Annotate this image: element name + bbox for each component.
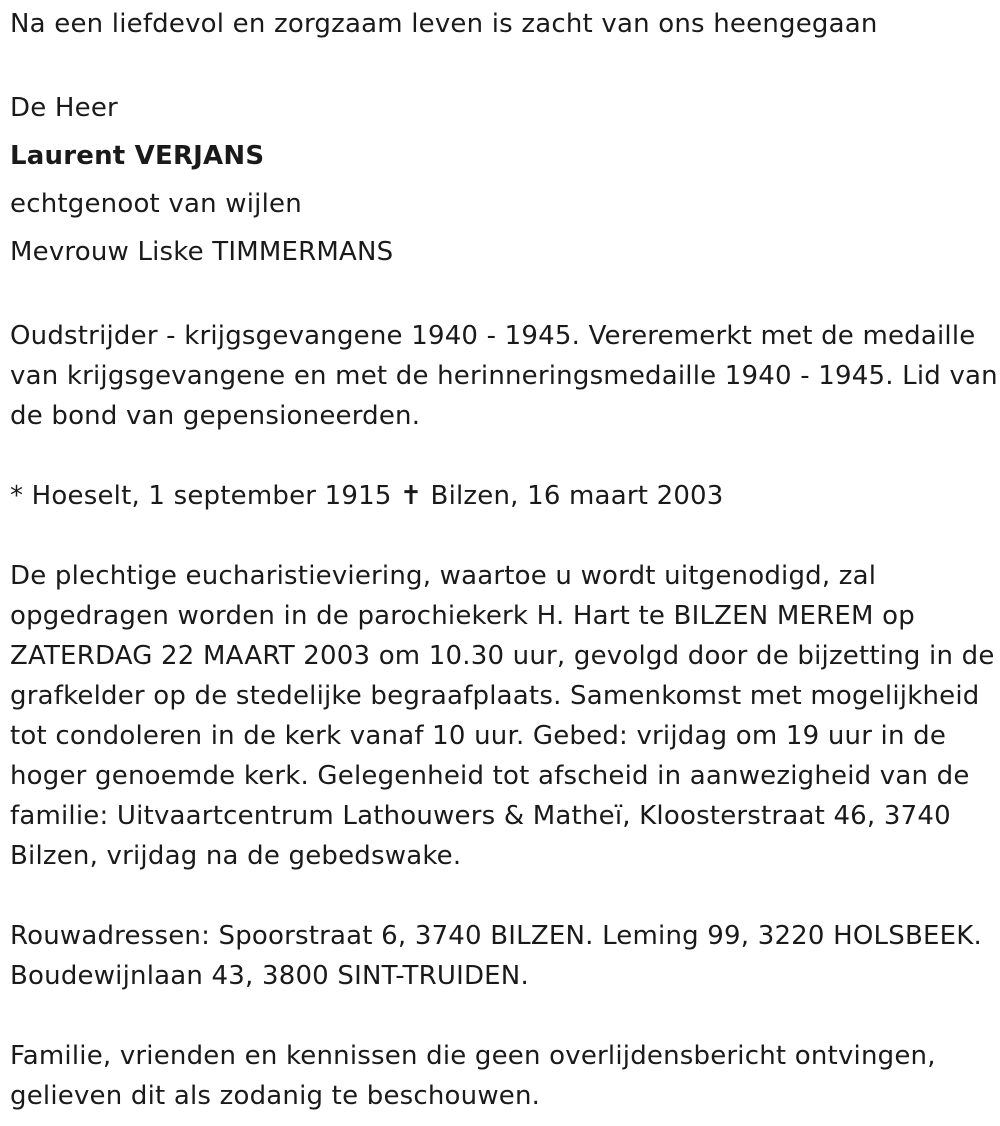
spouse-name: Mevrouw Liske TIMMERMANS (10, 237, 394, 267)
ceremony-line: familie: Uitvaartcentrum Lathouwers & Matheï, Kloosterstraat 46, 3740 (10, 801, 951, 831)
ceremony-line: ZATERDAG 22 MAART 2003 om 10.30 uur, gevolgd door de bijzetting in de (10, 641, 995, 671)
biography-line: de bond van gepensioneerden. (10, 401, 421, 431)
closing-line: gelieven dit als zodanig te beschouwen. (10, 1081, 541, 1111)
ceremony-line: opgedragen worden in de parochiekerk H. Hart te BILZEN MEREM op (10, 601, 915, 631)
biography-paragraph (10, 316, 998, 436)
biography-line: van krijgsgevangene en met de herinneringsmedaille 1940 - 1945. Lid van (10, 361, 998, 391)
spacer (10, 436, 994, 476)
intro-text: Na een liefdevol en zorgzaam leven is zacht van ons heengegaan (10, 9, 878, 39)
ceremony-line: grafkelder op de stedelijke begraafplaats. Samenkomst met mogelijkheid (10, 681, 980, 711)
ceremony-line: hoger genoemde kerk. Gelegenheid tot afscheid in aanwezigheid van de (10, 761, 970, 791)
ceremony-line: Bilzen, vrijdag na de gebedswake. (10, 841, 462, 871)
death-info: Bilzen, 16 maart 2003 (430, 481, 724, 511)
deceased-name: Laurent VERJANS (10, 141, 265, 171)
birth-info: * Hoeselt, 1 september 1915 (10, 481, 392, 511)
closing-paragraph (10, 1036, 994, 1116)
relation-text: echtgenoot van wijlen (10, 189, 302, 219)
ceremony-line: tot condoleren in de kerk vanaf 10 uur. Gebed: vrijdag om 19 uur in de (10, 721, 947, 751)
ceremony-paragraph (10, 556, 994, 876)
closing-line: Familie, vrienden en kennissen die geen overlijdensbericht ontvingen, (10, 1041, 936, 1071)
addresses-paragraph (10, 916, 994, 996)
address-line: Boudewijnlaan 43, 3800 SINT-TRUIDEN. (10, 961, 529, 991)
salutation: De Heer (10, 93, 118, 123)
spacer (10, 516, 994, 556)
address-line: Rouwadressen: Spoorstraat 6, 3740 BILZEN. Leming 99, 3220 HOLSBEEK. (10, 921, 982, 951)
life-dates (10, 476, 994, 516)
ceremony-line: De plechtige eucharistieviering, waartoe u wordt uitgenodigd, zal (10, 561, 877, 591)
cross-icon: ✝ (400, 481, 423, 511)
spacer (10, 876, 994, 916)
spacer (10, 44, 994, 84)
spacer (10, 996, 994, 1036)
biography-line: Oudstrijder - krijgsgevangene 1940 - 1945. Vereremerkt met de medaille (10, 321, 976, 351)
spacer (10, 276, 994, 316)
